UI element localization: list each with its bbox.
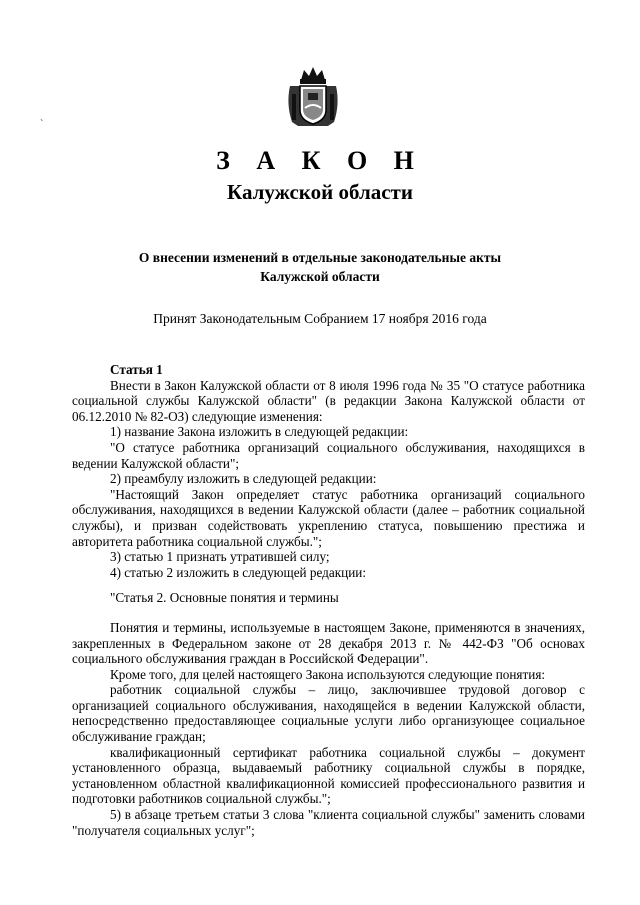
law-heading: З А К О Н: [216, 146, 424, 175]
paragraph: квалификационный сертификат работника социальной службы – документ установленного образца, выдаваемый работнику социальной службы в порядке, установленном областной квалификационной комиссией профессионального развития и подготовки работников социальной службы.";: [72, 744, 585, 807]
paragraph: "Настоящий Закон определяет статус работника организаций социального обслуживания, находящихся в ведении Калужской области (далее – работник социальной службы), и призван содействовать укреплению статуса, повышению престижа и авторитета работника социальной службы.";: [72, 486, 585, 549]
article-body: [72, 362, 585, 838]
paragraph: Понятия и термины, используемые в настоящем Законе, применяются в значениях, закрепленных в Федеральном законе от 28 декабря 2013 г. № 442-ФЗ "Об основах социального обслуживания граждан в Российской Федерации".: [72, 619, 585, 667]
accepted-line: Принят Законодательным Собранием 17 ноября 2016 года: [153, 311, 487, 326]
law-title-line-2: Калужской области: [260, 269, 380, 284]
paragraph: Внести в Закон Калужской области от 8 июля 1996 года № 35 "О статусе работника социальной службы Калужской области" (в редакции Закона Калужской области от 06.12.2010 № 82-ОЗ) следующие изменения:: [72, 377, 585, 424]
coat-of-arms-icon: [284, 64, 342, 132]
scan-mark: ˋ: [40, 119, 44, 130]
paragraph: "Статья 2. Основные понятия и термины: [110, 590, 339, 606]
paragraph: "О статусе работника организаций социального обслуживания, находящихся в ведении Калужской области";: [72, 439, 585, 471]
paragraph: 5) в абзаце третьем статьи 3 слова "клиента социальной службы" заменить словами "получателя социальных услуг";: [72, 807, 585, 838]
paragraph: 2) преамбулу изложить в следующей редакции:: [110, 471, 377, 487]
law-title-line-1: О внесении изменений в отдельные законодательные акты: [138, 250, 502, 265]
region-heading: Калужской области: [227, 180, 413, 204]
paragraph: 3) статью 1 признать утратившей силу;: [110, 549, 330, 565]
paragraph: Кроме того, для целей настоящего Закона используются следующие понятия:: [110, 666, 546, 682]
paragraph: работник социальной службы – лицо, заключившее трудовой договор с организацией социального обслуживания, находящейся в ведении Калужской области, непосредственно предоставляющее социальные услуги либо организующее социальное обслуживание граждан;: [72, 682, 585, 745]
article-heading: Статья 1: [110, 362, 163, 377]
paragraph: 4) статью 2 изложить в следующей редакции:: [110, 564, 366, 580]
law-title: [0, 248, 640, 286]
paragraph: 1) название Закона изложить в следующей редакции:: [110, 424, 409, 440]
